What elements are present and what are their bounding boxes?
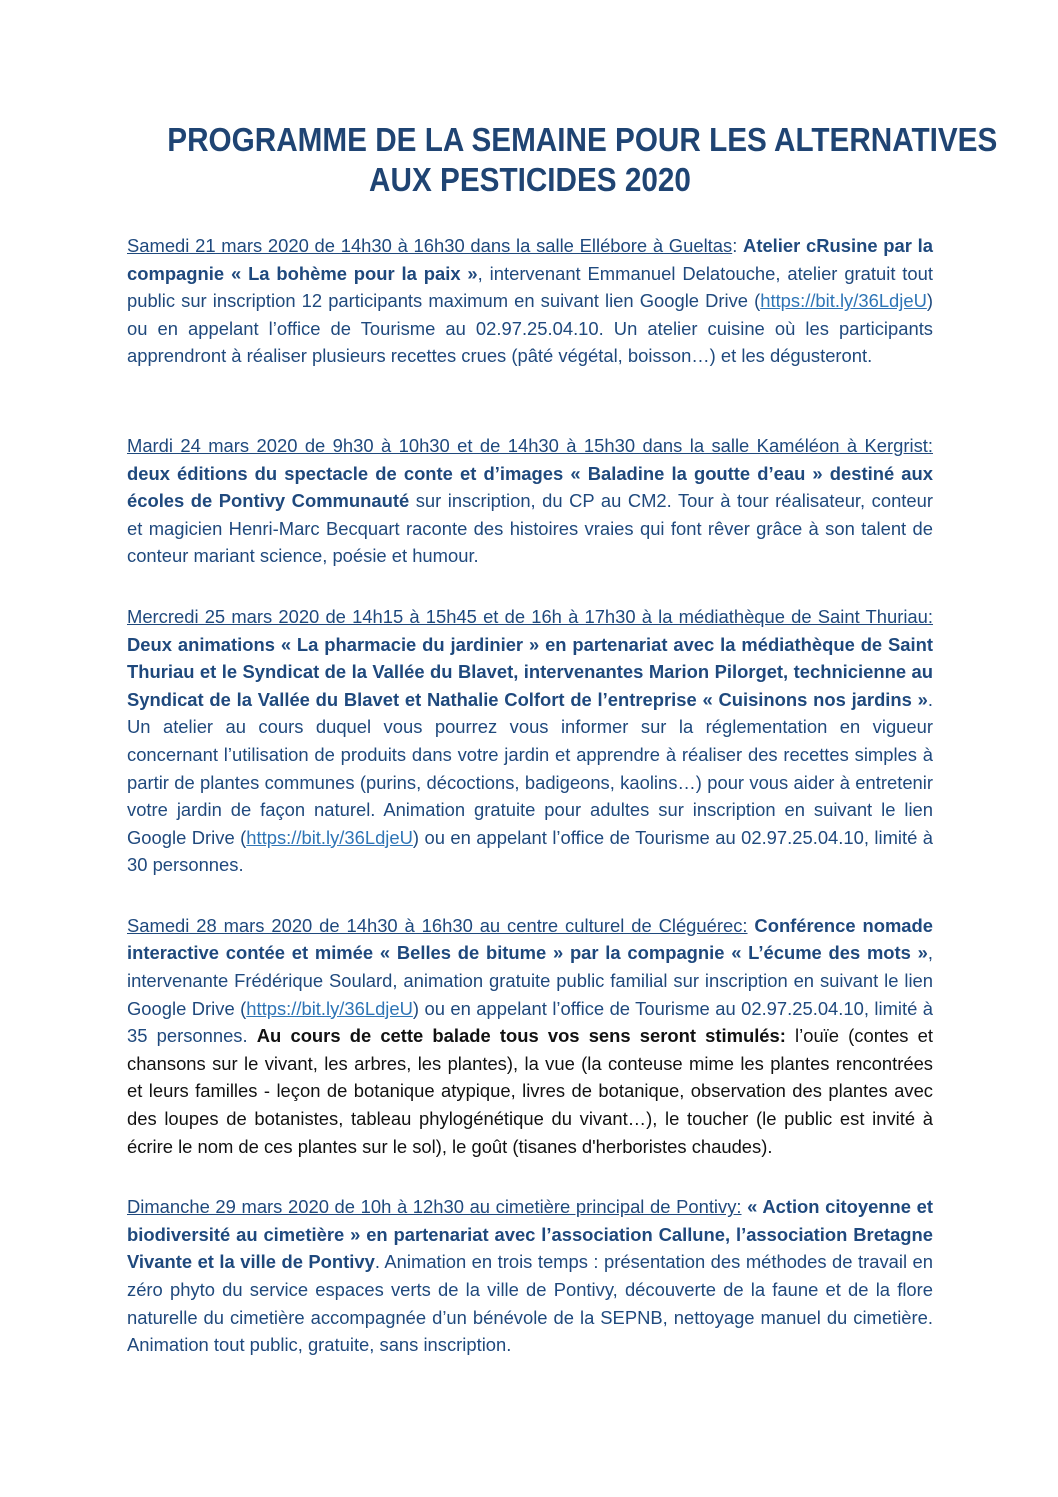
text-run: , intervenant Emmanuel Delatouche, atelier gratuit tout public sur inscription 12 participants maximum en suivant lien Google Drive ( <box>127 262 933 312</box>
event-mardi-24-mars <box>127 432 933 570</box>
document-title-line2: AUX PESTICIDES 2020 <box>369 161 691 198</box>
text-run: , intervenante Frédérique Soulard, animation gratuite public familial sur inscription en suivant le lien Google Drive ( <box>127 942 933 1019</box>
text-run: Mercredi 25 mars 2020 de 14h15 à 15h45 et de 16h à 17h30 à la médiathèque de Saint Thuriau: <box>127 605 933 627</box>
event-mercredi-25-mars <box>127 603 933 879</box>
text-run: Mardi 24 mars 2020 de 9h30 à 10h30 et de 14h30 à 15h30 dans la salle Kaméléon à Kergrist: <box>127 434 933 456</box>
text-run: Dimanche 29 mars 2020 de 10h à 12h30 au cimetière principal de Pontivy: <box>127 1196 742 1218</box>
document-body <box>127 232 933 1359</box>
text-run: Atelier cRusine par la compagnie « La bohème pour la paix » <box>127 235 933 284</box>
text-run: ) ou en appelant l’office de Tourisme au 02.97.25.04.10, limité à 35 personnes. <box>127 997 933 1047</box>
hyperlink[interactable]: https://bit.ly/36LdjeU <box>760 290 927 312</box>
text-run: Deux animations « La pharmacie du jardinier » en partenariat avec la médiathèque de Saint Thuriau et le Syndicat de la Vallée du Blavet, intervenantes Marion Pilorget, technicienne au Syndicat de la Vallée du Blavet et Nathalie Colfort de l’entreprise « Cuisinons nos jardins » <box>127 633 933 710</box>
text-run: sur inscription, du CP au CM2. Tour à tour réalisateur, conteur et magicien Henri-Marc Becquart raconte des histoires vraies qui font rêver grâce à son talent de conteur mariant science, poésie et humour. <box>127 490 933 567</box>
event-dimanche-29-mars <box>127 1193 933 1359</box>
text-run: l’ouïe (contes et chansons sur le vivant, les arbres, les plantes), la vue (la conteuse mime les plantes rencontrées et leurs familles - leçon de botanique atypique, livres de botanique, observation des plantes avec des loupes de botanistes, tableau phylogénétique du vivant…), le toucher (le public est invité à écrire le nom de ces plantes sur le sol), le goût (tisanes d'herboristes chaudes). <box>127 1025 933 1157</box>
text-run: ) ou en appelant l’office de Tourisme au 02.97.25.04.10. Un atelier cuisine où les participants apprendront à réaliser plusieurs recettes crues (pâté végétal, boisson…) et les dégusteront. <box>127 290 933 367</box>
text-run: deux éditions du spectacle de conte et d’images « Baladine la goutte d’eau » destiné aux écoles de Pontivy Communauté <box>127 462 933 512</box>
hyperlink[interactable]: https://bit.ly/36LdjeU <box>246 997 413 1019</box>
text-run: Conférence nomade interactive contée et mimée « Belles de bitume » par la compagnie « L’écume des mots » <box>127 914 934 964</box>
hyperlink[interactable]: https://bit.ly/36LdjeU <box>246 826 413 848</box>
text-run: . Un atelier au cours duquel vous pourrez vous informer sur la réglementation en vigueur concernant l’utilisation de produits dans votre jardin et apprendre à réaliser des recettes simples à partir de plantes communes (purins, décoctions, badigeons, kaolins…) pour vous aider à entretenir votre jardin de façon naturel. Animation gratuite pour adultes sur inscription en suivant le lien Google Drive ( <box>127 688 933 848</box>
text-run: Samedi 21 mars 2020 de 14h30 à 16h30 dans la salle Ellébore à Gueltas <box>127 235 733 256</box>
document-content <box>127 120 998 1392</box>
text-run: Au cours de cette balade tous vos sens seront stimulés: <box>256 1025 786 1047</box>
event-samedi-21-mars <box>127 232 933 370</box>
text-run: : <box>732 235 744 256</box>
text-run: Samedi 28 mars 2020 de 14h30 à 16h30 au centre culturel de Cléguérec: <box>127 914 748 936</box>
document-title-line1: PROGRAMME DE LA SEMAINE POUR LES ALTERNATIVES <box>167 121 998 158</box>
event-samedi-28-mars <box>127 912 933 1160</box>
text-run: « Action citoyenne et biodiversité au cimetière » en partenariat avec l’association Callune, l’association Bretagne Vivante et la ville de Pontivy <box>127 1196 933 1273</box>
text-run: ) ou en appelant l’office de Tourisme au 02.97.25.04.10, limité à 30 personnes. <box>127 826 933 876</box>
document-title <box>167 120 998 200</box>
text-run: . Animation en trois temps : présentation des méthodes de travail en zéro phyto du service espaces verts de la ville de Pontivy, découverte de la faune et de la flore naturelle du cimetière accompagnée d’un bénévole de la SEPNB, nettoyage manuel du cimetière. Animation tout public, gratuite, sans inscription. <box>127 1251 933 1356</box>
